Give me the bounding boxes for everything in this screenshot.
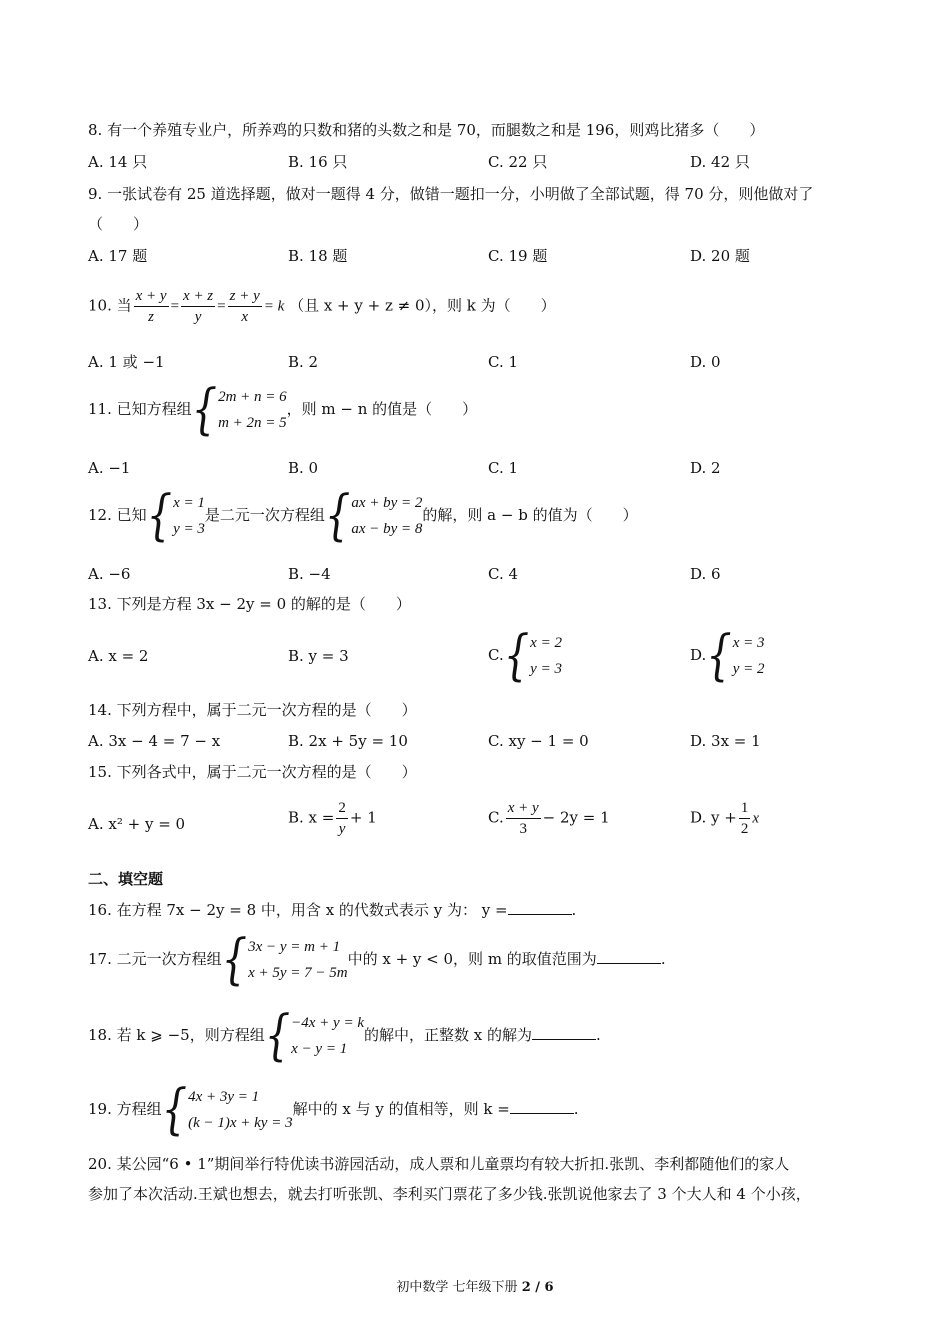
- q15-optB-pre: B. x =: [288, 808, 335, 827]
- q12-e2: ax − by = 8: [351, 521, 423, 537]
- question-17-stem: [88, 928, 666, 992]
- q11-prefix: 11. 已知方程组: [88, 400, 192, 418]
- question-9-option-c[interactable]: C. 19 题: [488, 247, 548, 265]
- q17-equation-system: [221, 928, 348, 992]
- q19-prefix: 19. 方程组: [88, 1100, 162, 1118]
- question-10-option-c[interactable]: C. 1: [488, 353, 519, 371]
- q13-optC-system: [503, 624, 562, 688]
- q10-f1-den: z: [148, 309, 155, 325]
- q10-fraction-1: [134, 286, 169, 327]
- q17-eq2: x + 5y = 7 − 5m: [248, 965, 348, 981]
- q12-s2: y = 3: [173, 521, 205, 537]
- question-11-option-c[interactable]: C. 1: [488, 459, 519, 477]
- question-10-option-a[interactable]: A. 1 或 −1: [88, 353, 165, 371]
- q17-prefix: 17. 二元一次方程组: [88, 950, 222, 968]
- question-12-option-d[interactable]: D. 6: [690, 565, 721, 583]
- question-13-option-d[interactable]: [690, 624, 765, 688]
- q10-f2-den: y: [194, 309, 202, 325]
- left-brace-icon: {: [191, 378, 218, 442]
- question-8-option-d[interactable]: D. 42 只: [690, 153, 750, 171]
- question-10-stem: 10. 当 $\frac{x + y}{z}$ = $\frac{x + z}{y}$ = $\frac{z + y}{x}$ = k （且 x + y + z ≠ 0），则 k 为（ ）: [88, 288, 556, 325]
- q18-equation-system: [264, 1004, 364, 1068]
- question-8-option-b[interactable]: B. 16 只: [288, 153, 348, 171]
- left-brace-icon: {: [221, 928, 248, 992]
- q12-prefix: 12. 已知: [88, 506, 147, 524]
- question-13-option-a[interactable]: A. x = 2: [88, 647, 149, 665]
- question-9-option-a[interactable]: A. 17 题: [88, 247, 148, 265]
- footer-text: 初中数学 七年级下册: [396, 1280, 522, 1295]
- q18-eq2: x − y = 1: [291, 1041, 348, 1057]
- question-11-option-d[interactable]: D. 2: [690, 459, 721, 477]
- question-13-option-b[interactable]: B. y = 3: [288, 647, 349, 665]
- question-15-option-c[interactable]: [488, 798, 610, 839]
- question-12-option-a[interactable]: A. −6: [88, 565, 131, 583]
- q15-optC-post: − 2y = 1: [542, 808, 610, 827]
- question-15-option-d[interactable]: [690, 798, 759, 839]
- question-8-option-a[interactable]: A. 14 只: [88, 153, 148, 171]
- q11-equation-system: [191, 378, 287, 442]
- q10-prefix: 10. 当: [88, 296, 132, 315]
- q12-equation-system: [324, 484, 423, 548]
- page-footer: [0, 1276, 950, 1295]
- question-14-stem: 14. 下列方程中，属于二元一次方程的是（ ）: [88, 701, 417, 719]
- q13-optC-2: y = 3: [530, 661, 562, 677]
- q12-mid: 是二元一次方程组: [204, 506, 325, 524]
- question-12-option-b[interactable]: B. −4: [288, 565, 331, 583]
- q18-suffix: 的解中，正整数 x 的解为: [364, 1026, 532, 1044]
- answer-blank[interactable]: [597, 947, 661, 964]
- question-15-stem: 15. 下列各式中，属于二元一次方程的是（ ）: [88, 763, 417, 781]
- q11-eq2: m + 2n = 5: [218, 415, 287, 431]
- q13-optD-2: y = 2: [732, 661, 765, 677]
- q12-solution-system: [146, 484, 205, 548]
- section-heading-fill-in: 二、填空题: [88, 870, 164, 888]
- q18-prefix: 18. 若 k ⩾ −5，则方程组: [88, 1026, 265, 1044]
- q13-optD-label: D.: [690, 646, 707, 664]
- question-9-option-b[interactable]: B. 18 题: [288, 247, 348, 265]
- q17-suffix: 中的 x + y < 0，则 m 的取值范围为: [347, 950, 597, 968]
- question-9-option-d[interactable]: D. 20 题: [690, 247, 750, 265]
- q10-f3-num: z + y: [228, 286, 262, 307]
- question-10-option-b[interactable]: B. 2: [288, 353, 319, 371]
- q15-optD-den: 2: [740, 821, 749, 837]
- q15-optC-den: 3: [519, 821, 527, 837]
- q15-optD-pre: D. y +: [690, 808, 737, 827]
- left-brace-icon: {: [264, 1004, 291, 1068]
- q10-fraction-3: [228, 286, 262, 327]
- question-11-option-b[interactable]: B. 0: [288, 459, 319, 477]
- question-14-option-c[interactable]: C. xy − 1 = 0: [488, 732, 589, 750]
- q13-optC-label: C.: [488, 646, 504, 664]
- answer-blank[interactable]: [508, 898, 572, 915]
- q12-suffix: 的解，则 a − b 的值为（ ）: [422, 506, 638, 524]
- question-15-option-b[interactable]: [288, 798, 377, 839]
- question-9-stem: 9. 一张试卷有 25 道选择题，做对一题得 4 分，做错一题扣一分，小明做了全部试题，得 70 分，则他做对了: [88, 185, 814, 203]
- q17-eq1: 3x − y = m + 1: [248, 939, 341, 955]
- q16-tail: .: [571, 901, 577, 919]
- q18-tail: .: [596, 1026, 601, 1044]
- q19-eq1: 4x + 3y = 1: [188, 1089, 260, 1105]
- q15-optD-num: 1: [739, 798, 751, 819]
- question-16-stem: [88, 898, 576, 920]
- q12-e1: ax + by = 2: [351, 495, 423, 511]
- q12-s1: x = 1: [173, 495, 205, 511]
- q13-optD-system: [706, 624, 765, 688]
- answer-blank[interactable]: [532, 1023, 596, 1040]
- q19-eq2: (k − 1)x + ky = 3: [188, 1115, 293, 1131]
- question-18-stem: [88, 1004, 601, 1068]
- question-20-line-1: 20. 某公园“6 • 1”期间举行特优读书游园活动，成人票和儿童票均有较大折扣.张凯、李利都随他们的家人: [88, 1155, 790, 1173]
- question-14-option-a[interactable]: A. 3x − 4 = 7 − x: [88, 732, 221, 750]
- question-13-stem: 13. 下列是方程 3x − 2y = 0 的解的是（ ）: [88, 595, 411, 613]
- left-brace-icon: {: [324, 484, 351, 548]
- question-12-option-c[interactable]: C. 4: [488, 565, 519, 583]
- question-15-option-a[interactable]: A. x² + y = 0: [88, 815, 186, 833]
- q19-equation-system: [161, 1078, 293, 1142]
- q10-f3-den: x: [241, 309, 249, 325]
- question-14-option-b[interactable]: B. 2x + 5y = 10: [288, 732, 408, 750]
- q15-optB-num: 2: [336, 798, 348, 819]
- q11-eq1: 2m + n = 6: [218, 389, 287, 405]
- q15-optC-fraction: [506, 798, 541, 839]
- left-brace-icon: {: [161, 1078, 188, 1142]
- left-brace-icon: {: [706, 624, 732, 688]
- q15-optC-pre: C.: [488, 808, 504, 827]
- q10-f2-num: x + z: [181, 286, 215, 307]
- question-19-stem: [88, 1078, 579, 1142]
- answer-blank[interactable]: [510, 1097, 574, 1114]
- q19-tail: .: [573, 1100, 579, 1118]
- q10-eq-k: = k: [263, 298, 285, 315]
- question-10-option-d[interactable]: D. 0: [690, 353, 721, 371]
- left-brace-icon: {: [146, 484, 173, 548]
- question-8-stem: 8. 有一个养殖专业户，所养鸡的只数和猪的头数之和是 70，而腿数之和是 196，则鸡比猪多（ ）: [88, 121, 765, 139]
- q15-optB-fraction: [336, 798, 348, 839]
- question-20-line-2: 参加了本次活动.王斌也想去，就去打听张凯、李利买门票花了多少钱.张凯说他家去了 3 个大人和 4 个小孩，: [88, 1185, 811, 1203]
- q13-optC-1: x = 2: [530, 635, 562, 651]
- question-8-option-c[interactable]: C. 22 只: [488, 153, 548, 171]
- q19-suffix: 解中的 x 与 y 的值相等，则 k =: [292, 1100, 510, 1118]
- q15-optB-post: + 1: [349, 808, 377, 827]
- q10-condition: （且 x + y + z ≠ 0），则 k 为（ ）: [289, 296, 556, 315]
- q16-stem-text: 16. 在方程 7x − 2y = 8 中，用含 x 的代数式表示 y 为： y =: [88, 901, 508, 919]
- q15-optD-fraction: [739, 798, 751, 839]
- question-11-option-a[interactable]: A. −1: [88, 459, 131, 477]
- q17-tail: .: [660, 950, 666, 968]
- q13-optD-1: x = 3: [732, 635, 765, 651]
- q15-optD-post: x: [752, 810, 760, 827]
- left-brace-icon: {: [503, 624, 530, 688]
- q15-optC-num: x + y: [506, 798, 541, 819]
- q15-optB-den: y: [338, 821, 346, 837]
- question-13-option-c[interactable]: [488, 624, 562, 688]
- question-11-stem: [88, 378, 478, 442]
- question-9-stem-cont: （ ）: [88, 215, 149, 233]
- q10-f1-num: x + y: [134, 286, 169, 307]
- page-number: 2 / 6: [521, 1280, 554, 1295]
- question-14-option-d[interactable]: D. 3x = 1: [690, 732, 761, 750]
- q10-fraction-2: [181, 286, 215, 327]
- question-12-stem: [88, 484, 638, 548]
- q18-eq1: −4x + y = k: [291, 1015, 364, 1031]
- q11-suffix: ，则 m − n 的值是（ ）: [286, 400, 478, 418]
